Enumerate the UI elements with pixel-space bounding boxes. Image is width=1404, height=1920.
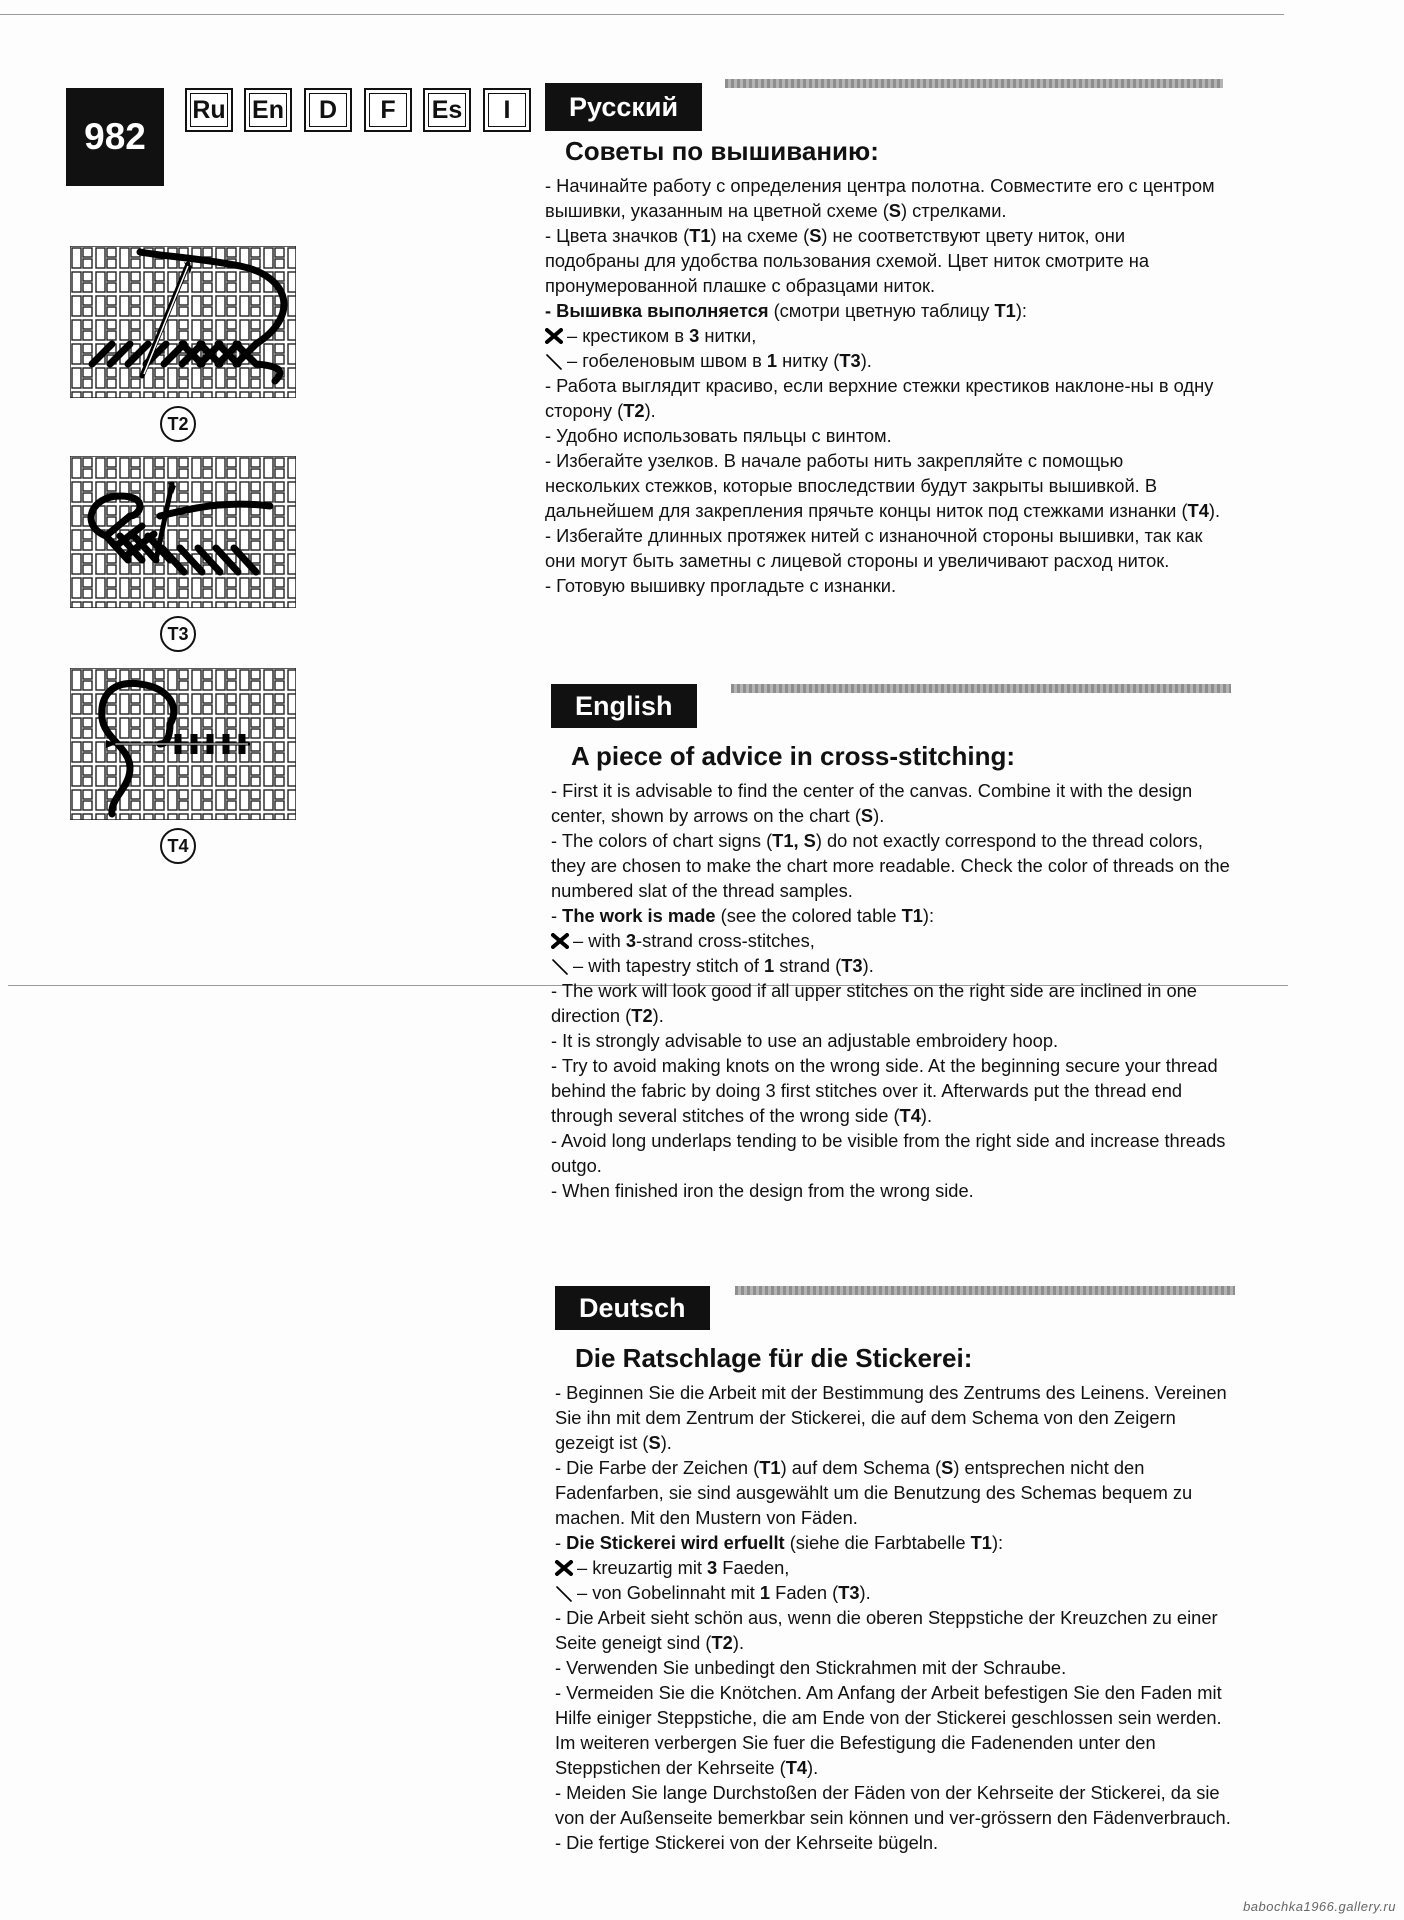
section-header xyxy=(551,684,1231,726)
text-run: - Die fertige Stickerei von der Kehrseite bügeln. xyxy=(555,1832,939,1853)
section-rule xyxy=(725,79,1223,88)
text-run: ). xyxy=(860,350,872,371)
text-run: - Цвета значков ( xyxy=(545,225,690,246)
text-run: - First it is advisable to find the center of the canvas. Combine it with the design center, shown by arrows on the chart ( xyxy=(551,780,1193,826)
section-title: Советы по вышиванию: xyxy=(565,136,879,166)
text-run: ): xyxy=(1015,300,1027,321)
text-run: - Готовую вышивку прогладьте с изнанки. xyxy=(545,575,897,596)
text-run: T1, S xyxy=(772,830,816,851)
text-run: T2 xyxy=(623,400,645,421)
text-run: нитку ( xyxy=(777,350,840,371)
text-run: strand ( xyxy=(774,955,842,976)
lang-label: D xyxy=(318,95,338,124)
text-run: - Работа выглядит красиво, если верхние стежки крестиков наклоне-ны в одну сторону ( xyxy=(545,375,1214,421)
lang-box-ru xyxy=(185,88,233,132)
text-run: T4 xyxy=(785,1757,808,1778)
text-run: S xyxy=(941,1457,954,1478)
advice-paragraph xyxy=(551,953,1231,978)
advice-paragraph xyxy=(551,1178,1231,1203)
section-body xyxy=(555,1380,1235,1855)
section-header xyxy=(555,1286,1235,1328)
advice-paragraph xyxy=(555,1380,1235,1455)
diagram-t3-tapestry-stitch xyxy=(70,456,296,608)
lang-box-es xyxy=(423,88,471,132)
advice-paragraph xyxy=(555,1680,1235,1780)
advice-paragraph xyxy=(551,828,1231,903)
text-run: - The work will look good if all upper stitches on the right side are inclined in one direction ( xyxy=(551,980,1197,1026)
text-run: T3 xyxy=(841,955,863,976)
lang-label: I xyxy=(503,95,511,124)
diagram-t4-securing-thread xyxy=(70,668,296,820)
text-run: 1 xyxy=(764,955,775,976)
text-run: ). xyxy=(873,805,885,826)
text-run: ) do not exactly correspond to the thread colors, they are chosen to make the chart more readable. Check the color of threads on the numbered slat of the thread samples. xyxy=(551,830,1230,901)
diagram-label-text: T3 xyxy=(167,623,189,644)
advice-paragraph xyxy=(551,778,1231,828)
advice-paragraph xyxy=(545,423,1223,448)
advice-paragraph xyxy=(545,523,1223,573)
text-run: - Try to avoid making knots on the wrong side. At the beginning secure your thread behind the fabric by doing 3 first stitches over it. Afterwards put the thread end through several stitches of the wrong side ( xyxy=(551,1055,1218,1126)
text-run: - xyxy=(551,905,563,926)
text-run: - The colors of chart signs ( xyxy=(551,830,773,851)
text-run: S xyxy=(860,805,874,826)
text-run: – von Gobelinnaht mit xyxy=(577,1582,760,1603)
diagram-label-text: T4 xyxy=(167,835,189,856)
lang-box-i xyxy=(483,88,531,132)
advice-paragraph xyxy=(555,1455,1235,1530)
text-run: T1 xyxy=(970,1532,992,1553)
lang-label: Ru xyxy=(192,95,226,124)
diagram-label-t2 xyxy=(160,406,196,442)
advice-paragraph xyxy=(551,903,1231,928)
advice-paragraph xyxy=(545,173,1223,223)
advice-paragraph xyxy=(551,1128,1231,1178)
tapestry-stitch-icon xyxy=(555,1583,573,1599)
text-run: – kreuzartig mit xyxy=(577,1557,708,1578)
text-run: T2 xyxy=(711,1632,733,1653)
text-run: ). xyxy=(859,1582,871,1603)
text-run: 3 xyxy=(625,930,637,951)
text-run: - Вышивка выполняется xyxy=(545,300,769,321)
advice-paragraph xyxy=(551,1053,1231,1128)
text-run: - Verwenden Sie unbedingt den Stickrahmen mit der Schraube. xyxy=(555,1657,1067,1678)
lang-label: Es xyxy=(431,95,463,124)
lang-label: En xyxy=(252,95,284,124)
text-run: - Избегайте узелков. В начале работы нить закрепляйте с помощью нескольких стежков, которые впоследствии будут закрыты вышивкой. В дальнейшем для закрепления прячьте концы ниток под стежками изнанки ( xyxy=(545,450,1188,521)
text-run: ). xyxy=(644,400,656,421)
tapestry-stitch-icon xyxy=(551,956,569,972)
text-run: (see the colored table xyxy=(715,905,902,926)
text-run: S xyxy=(809,225,822,246)
text-run: ). xyxy=(1208,500,1221,521)
text-run: ) не соответствуют цвету ниток, они подобраны для удобства пользования схемой. Цвет ниток смотрите на пронумерованной плашке с образцами ниток. xyxy=(545,225,1150,296)
text-run: - Die Arbeit sieht schön aus, wenn die oberen Steppstiche der Kreuzchen zu einer Seite geneigt sind ( xyxy=(555,1607,1218,1653)
advice-paragraph xyxy=(551,928,1231,953)
section-body xyxy=(545,173,1223,598)
section-title: Die Ratschlage für die Stickerei: xyxy=(575,1343,973,1373)
text-run: - Удобно использовать пяльцы с винтом. xyxy=(545,425,892,446)
text-run: T1 xyxy=(689,225,711,246)
text-run: ). xyxy=(732,1632,745,1653)
section-rule xyxy=(731,684,1231,693)
section-deutsch xyxy=(555,1286,1235,1855)
watermark: babochka1966.gallery.ru xyxy=(1243,1899,1396,1914)
advice-paragraph xyxy=(545,298,1223,323)
text-run: ): xyxy=(991,1532,1004,1553)
page-number-box xyxy=(66,88,164,186)
text-run: 1 xyxy=(759,1582,771,1603)
text-run: - Beginnen Sie die Arbeit mit der Bestimmung des Zentrums des Leinens. Vereinen Sie ihn mit dem Zentrum der Stickerei, die auf dem Schema von den Zeigern gezeigt ist ( xyxy=(555,1382,1227,1453)
text-run: - When finished iron the design from the wrong side. xyxy=(551,1180,974,1201)
text-run: - Vermeiden Sie die Knötchen. Am Anfang der Arbeit befestigen Sie den Faden mit Hilfe einiger Steppstiche, die am Ende von der Stickerei geschlossen sein werden. Im weiteren verbergen Sie fuer die Befestigung die Fadenenden unter den Steppstichen der Kehrseite ( xyxy=(555,1682,1222,1778)
text-run: – гобеленовым швом в xyxy=(567,350,767,371)
diagram-label-t3 xyxy=(160,616,196,652)
text-run: Die Stickerei wird erfuellt xyxy=(566,1532,785,1553)
advice-paragraph xyxy=(555,1780,1235,1830)
text-run: ). xyxy=(660,1432,672,1453)
text-run: - It is strongly advisable to use an adjustable embroidery hoop. xyxy=(551,1030,1059,1051)
text-run: -strand cross-stitches, xyxy=(636,930,815,951)
advice-paragraph xyxy=(555,1580,1235,1605)
advice-paragraph xyxy=(545,448,1223,523)
section-english xyxy=(551,684,1231,1203)
tapestry-stitch-icon xyxy=(545,351,563,367)
text-run: - Начинайте работу с определения центра полотна. Совместите его с центром вышивки, указанным на цветной схеме ( xyxy=(545,175,1215,221)
text-run: - Die Farbe der Zeichen ( xyxy=(555,1457,760,1478)
section-header xyxy=(545,79,1223,121)
section-russian xyxy=(545,79,1223,598)
text-run: T4 xyxy=(899,1105,921,1126)
advice-paragraph xyxy=(555,1830,1235,1855)
text-run: - Meiden Sie lange Durchstoßen der Fäden von der Kehrseite der Stickerei, da sie von der Außenseite bemerkbar sein können und ver-grössern den Fädenverbrauch. xyxy=(555,1782,1231,1828)
text-run: Faden ( xyxy=(770,1582,839,1603)
text-run: ) на схеме ( xyxy=(710,225,810,246)
text-run: T3 xyxy=(838,1582,860,1603)
text-run: T3 xyxy=(839,350,861,371)
diagram-label-text: T2 xyxy=(167,413,189,434)
section-label: Deutsch xyxy=(555,1286,710,1330)
text-run: ): xyxy=(922,905,935,926)
section-label: Русский xyxy=(545,83,702,131)
advice-paragraph xyxy=(545,223,1223,298)
lang-label: F xyxy=(380,95,396,124)
text-run: T2 xyxy=(631,1005,653,1026)
section-body xyxy=(551,778,1231,1203)
text-run: - Avoid long underlaps tending to be visible from the right side and increase threads outgo. xyxy=(551,1130,1226,1176)
diagram-label-t4 xyxy=(160,828,196,864)
text-run: ). xyxy=(807,1757,819,1778)
scan-top-line xyxy=(0,14,1284,15)
text-run: ). xyxy=(862,955,874,976)
cross-stitch-icon xyxy=(551,933,569,949)
advice-paragraph xyxy=(555,1605,1235,1655)
text-run: T1 xyxy=(901,905,923,926)
text-run: - Избегайте длинных протяжек нитей с изнаночной стороны вышивки, так как они могут быть заметны с лицевой стороны и увеличивают расход ниток. xyxy=(545,525,1203,571)
section-label: English xyxy=(551,684,697,728)
text-run: 3 xyxy=(689,325,700,346)
diagram-t2-cross-stitch xyxy=(70,246,296,398)
text-run: ). xyxy=(920,1105,933,1126)
advice-paragraph xyxy=(551,978,1231,1028)
text-run: 3 xyxy=(707,1557,718,1578)
text-run: – with tapestry stitch of xyxy=(573,955,765,976)
text-run: The work is made xyxy=(562,905,716,926)
advice-paragraph xyxy=(555,1655,1235,1680)
text-run: T4 xyxy=(1187,500,1209,521)
text-run: Faeden, xyxy=(717,1557,790,1578)
text-run: (siehe die Farbtabelle xyxy=(784,1532,971,1553)
cross-stitch-icon xyxy=(555,1560,573,1576)
text-run: нитки, xyxy=(699,325,757,346)
lang-box-f xyxy=(364,88,412,132)
advice-paragraph xyxy=(545,373,1223,423)
advice-paragraph xyxy=(555,1530,1235,1555)
advice-paragraph xyxy=(551,1028,1231,1053)
text-run: (смотри цветную таблицу xyxy=(768,300,995,321)
text-run: T1 xyxy=(994,300,1016,321)
lang-box-en xyxy=(244,88,292,132)
section-title: A piece of advice in cross-stitching: xyxy=(571,741,1016,771)
advice-paragraph xyxy=(545,348,1223,373)
advice-paragraph xyxy=(545,573,1223,598)
text-run: ). xyxy=(652,1005,664,1026)
advice-paragraph xyxy=(545,323,1223,348)
text-run: – крестиком в xyxy=(567,325,690,346)
lang-box-d xyxy=(304,88,352,132)
text-run: S xyxy=(648,1432,661,1453)
page-number: 982 xyxy=(84,116,146,157)
text-run: ) entsprechen nicht den Fadenfarben, sie sind ausgewählt um die Benutzung des Schemas bequem zu machen. Mit den Mustern von Fäden. xyxy=(555,1457,1193,1528)
text-run: 1 xyxy=(766,350,778,371)
text-run: ) стрелками. xyxy=(901,200,1007,221)
text-run: - xyxy=(555,1532,567,1553)
advice-paragraph xyxy=(555,1555,1235,1580)
text-run: ) auf dem Schema ( xyxy=(780,1457,942,1478)
text-run: T1 xyxy=(759,1457,781,1478)
text-run: – with xyxy=(573,930,626,951)
section-rule xyxy=(735,1286,1235,1295)
text-run: S xyxy=(888,200,901,221)
cross-stitch-icon xyxy=(545,328,563,344)
